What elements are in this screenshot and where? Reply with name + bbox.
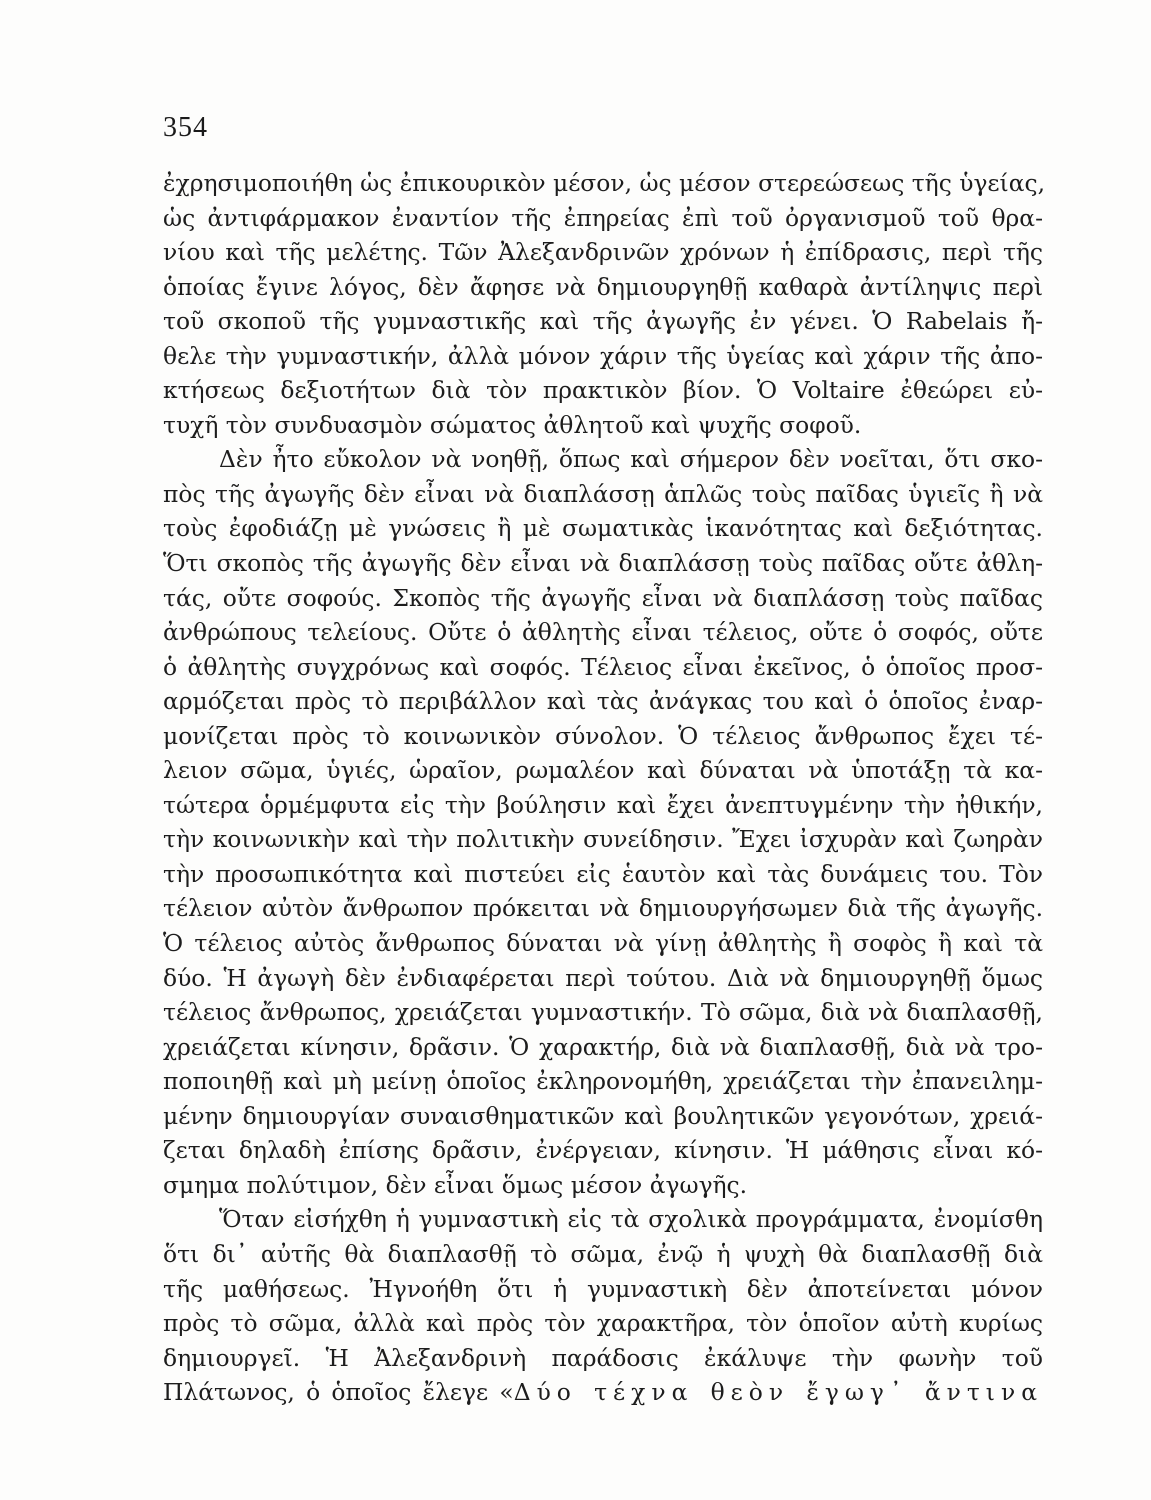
- text-line: τώτερα ὁρμέμφυτα εἰς τὴν βούλησιν καὶ ἔχει ἀνεπτυγμένην τὴν ἠθικήν,: [163, 790, 1043, 819]
- final-line-lead: Πλάτωνος, ὁ ὁποῖος ἔλεγε «: [163, 1378, 514, 1407]
- text-line: Ὁ τέλειος αὐτὸς ἄνθρωπος δύναται νὰ γίνῃ ἀθλητὴς ἢ σοφὸς ἢ καὶ τὰ: [163, 929, 1043, 958]
- text-line: τέλειον αὐτὸν ἄνθρωπον πρόκειται νὰ δημιουργήσωμεν διὰ τῆς ἀγωγῆς.: [163, 894, 1043, 923]
- text-line: πὸς τῆς ἀγωγῆς δὲν εἶναι νὰ διαπλάσσῃ ἁπλῶς τοὺς παῖδας ὑγιεῖς ἢ νὰ: [163, 479, 1043, 508]
- text-line: λειον σῶμα, ὑγιές, ὡραῖον, ρωμαλέον καὶ δύναται νὰ ὑποτάξῃ τὰ κα-: [163, 756, 1043, 785]
- text-line: ποποιηθῇ καὶ μὴ μείνῃ ὁποῖος ἐκληρονομήθη, χρειάζεται τὴν ἐπανειλημ-: [163, 1067, 1043, 1096]
- text-line: ὁποίας ἔγινε λόγος, δὲν ἄφησε νὰ δημιουργηθῇ καθαρὰ ἀντίληψις περὶ: [163, 272, 1043, 301]
- text-line: νίου καὶ τῆς μελέτης. Τῶν Ἀλεξανδρινῶν χρόνων ἡ ἐπίδρασις, περὶ τῆς: [163, 238, 1043, 267]
- text-line: τάς, οὔτε σοφούς. Σκοπὸς τῆς ἀγωγῆς εἶναι νὰ διαπλάσσῃ τοὺς παῖδας: [163, 583, 1043, 612]
- text-line: δύο. Ἡ ἀγωγὴ δὲν ἐνδιαφέρεται περὶ τούτου. Διὰ νὰ δημιουργηθῇ ὅμως: [163, 963, 1043, 992]
- text-line: τέλειος ἄνθρωπος, χρειάζεται γυμναστικήν. Τὸ σῶμα, διὰ νὰ διαπλασθῇ,: [163, 998, 1043, 1027]
- text-line: σμημα πολύτιμον, δὲν εἶναι ὅμως μέσον ἀγωγῆς.: [163, 1170, 748, 1199]
- text-line: τῆς μαθήσεως. Ἠγνοήθη ὅτι ἡ γυμναστικὴ δὲν ἀποτείνεται μόνον: [163, 1274, 1043, 1303]
- paragraph-first-line: Δὲν ἦτο εὔκολον νὰ νοηθῇ, ὅπως καὶ σήμερον δὲν νοεῖται, ὅτι σκο-: [219, 445, 1043, 474]
- text-line: ἐχρησιμοποιήθη ὡς ἐπικουρικὸν μέσον, ὡς μέσον στερεώσεως τῆς ὑγείας,: [163, 169, 1046, 197]
- final-text-line: [163, 1375, 1043, 1410]
- text-line: ὅτι δι᾿ αὐτῆς θὰ διαπλασθῇ τὸ σῶμα, ἐνῷ ἡ ψυχὴ θὰ διαπλασθῇ διὰ: [163, 1239, 1043, 1268]
- text-line: δημιουργεῖ. Ἡ Ἀλεξανδρινὴ παράδοσις ἐκάλυψε τὴν φωνὴν τοῦ: [163, 1343, 1043, 1372]
- text-line: τυχῆ τὸν συνδυασμὸν σώματος ἀθλητοῦ καὶ ψυχῆς σοφοῦ.: [163, 410, 862, 439]
- text-line: ὁ ἀθλητὴς συγχρόνως καὶ σοφός. Τέλειος εἶναι ἐκεῖνος, ὁ ὁποῖος προσ-: [163, 652, 1043, 681]
- text-line: ὡς ἀντιφάρμακον ἐναντίον τῆς ἐπηρείας ἐπὶ τοῦ ὀργανισμοῦ τοῦ θρα-: [163, 203, 1043, 232]
- text-line: Ὅτι σκοπὸς τῆς ἀγωγῆς δὲν εἶναι νὰ διαπλάσσῃ τοὺς παῖδας οὔτε ἀθλη-: [163, 549, 1043, 578]
- text-line: τοὺς ἐφοδιάζῃ μὲ γνώσεις ἢ μὲ σωματικὰς ἱκανότητας καὶ δεξιότητας.: [163, 514, 1043, 543]
- text-line: κτήσεως δεξιοτήτων διὰ τὸν πρακτικὸν βίον. Ὁ Voltaire ἐθεώρει εὐ-: [163, 376, 1043, 405]
- spaced-quotation: Δύο τέχνα θεὸν ἔγωγ᾿ ἄντινα: [513, 1378, 1043, 1407]
- text-line: χρειάζεται κίνησιν, δρᾶσιν. Ὁ χαρακτήρ, διὰ νὰ διαπλασθῇ, διὰ νὰ τρο-: [163, 1032, 1043, 1061]
- text-line: ἀνθρώπους τελείους. Οὔτε ὁ ἀθλητὴς εἶναι τέλειος, οὔτε ὁ σοφός, οὔτε: [163, 618, 1043, 647]
- text-line: ζεται δηλαδὴ ἐπίσης δρᾶσιν, ἐνέργειαν, κίνησιν. Ἡ μάθησις εἶναι κό-: [163, 1136, 1043, 1165]
- text-line: τὴν κοινωνικὴν καὶ τὴν πολιτικὴν συνείδησιν. Ἔχει ἰσχυρὰν καὶ ζωηρὰν: [163, 825, 1043, 854]
- text-line: πρὸς τὸ σῶμα, ἀλλὰ καὶ πρὸς τὸν χαρακτῆρα, τὸν ὁποῖον αὐτὴ κυρίως: [163, 1309, 1043, 1338]
- text-line: μονίζεται πρὸς τὸ κοινωνικὸν σύνολον. Ὁ τέλειος ἄνθρωπος ἔχει τέ-: [163, 721, 1043, 750]
- text-line: μένην δημιουργίαν συναισθηματικῶν καὶ βουλητικῶν γεγονότων, χρειά-: [163, 1101, 1043, 1130]
- body-text: [163, 166, 1046, 1410]
- text-line: αρμόζεται πρὸς τὸ περιβάλλον καὶ τὰς ἀνάγκας του καὶ ὁ ὁποῖος ἐναρ-: [163, 687, 1043, 716]
- text-line: τοῦ σκοποῦ τῆς γυμναστικῆς καὶ τῆς ἀγωγῆς ἐν γένει. Ὁ Rabelais ἤ-: [163, 307, 1043, 336]
- text-line: τὴν προσωπικότητα καὶ πιστεύει εἰς ἑαυτὸν καὶ τὰς δυνάμεις του. Τὸν: [163, 859, 1043, 888]
- paragraph-first-line: Ὅταν εἰσήχθη ἡ γυμναστικὴ εἰς τὰ σχολικὰ προγράμματα, ἐνομίσθη: [219, 1205, 1043, 1234]
- text-line: θελε τὴν γυμναστικήν, ἀλλὰ μόνον χάριν τῆς ὑγείας καὶ χάριν τῆς ἀπο-: [163, 341, 1043, 370]
- page-number: 354: [163, 112, 208, 143]
